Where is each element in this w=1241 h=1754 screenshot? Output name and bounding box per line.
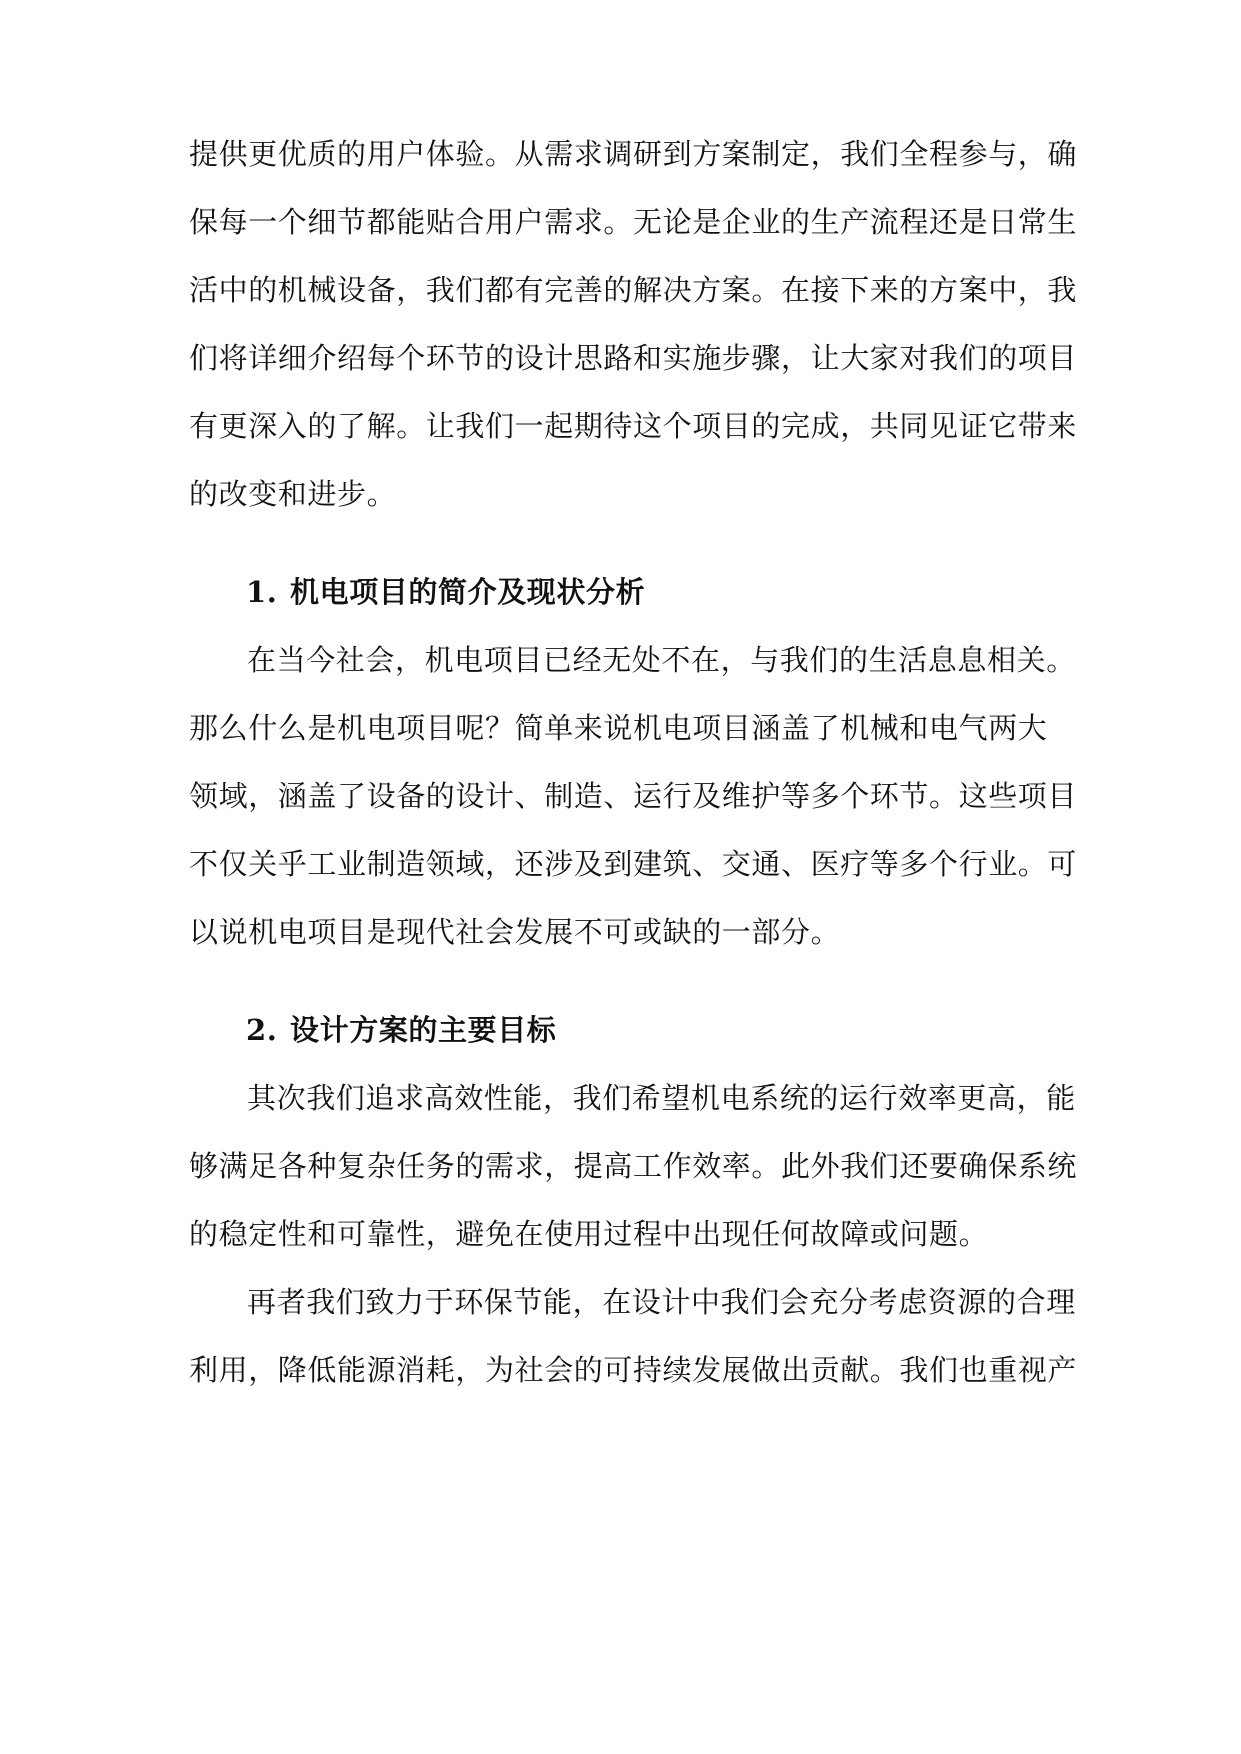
section-1-number: 1. <box>246 575 278 609</box>
section-2-p1-line-2: 够满足各种复杂任务的需求，提高工作效率。此外我们还要确保系统 <box>189 1149 1078 1183</box>
section-1-line-2: 那么什么是机电项目呢？简单来说机电项目涵盖了机械和电气两大 <box>189 711 1048 745</box>
intro-line-4: 们将详细介绍每个环节的设计思路和实施步骤，让大家对我们的项目 <box>189 341 1078 375</box>
section-1-line-5: 以说机电项目是现代社会发展不可或缺的一部分。 <box>189 915 841 949</box>
section-2-title: 设计方案的主要目标 <box>290 1013 557 1047</box>
section-2-heading <box>246 1012 556 1048</box>
section-2-p1-line-3: 的稳定性和可靠性，避免在使用过程中出现任何故障或问题。 <box>189 1217 989 1251</box>
section-1-line-1: 在当今社会，机电项目已经无处不在，与我们的生活息息相关。 <box>247 643 1076 677</box>
section-1-title: 机电项目的简介及现状分析 <box>290 575 646 609</box>
intro-line-6: 的改变和进步。 <box>189 477 397 511</box>
section-2-p1-line-1: 其次我们追求高效性能，我们希望机电系统的运行效率更高，能 <box>247 1081 1076 1115</box>
section-2-number: 2. <box>246 1013 278 1047</box>
intro-line-1: 提供更优质的用户体验。从需求调研到方案制定，我们全程参与，确 <box>189 137 1078 171</box>
section-2-p2-line-1: 再者我们致力于环保节能，在设计中我们会充分考虑资源的合理 <box>247 1285 1076 1319</box>
intro-line-5: 有更深入的了解。让我们一起期待这个项目的完成，共同见证它带来 <box>189 409 1078 443</box>
section-1-line-3: 领域，涵盖了设备的设计、制造、运行及维护等多个环节。这些项目 <box>189 779 1078 813</box>
section-1-heading <box>246 574 645 610</box>
intro-line-3: 活中的机械设备，我们都有完善的解决方案。在接下来的方案中，我 <box>189 273 1078 307</box>
section-2-p2-line-2: 利用，降低能源消耗，为社会的可持续发展做出贡献。我们也重视产 <box>189 1353 1078 1387</box>
section-1-line-4: 不仅关乎工业制造领域，还涉及到建筑、交通、医疗等多个行业。可 <box>189 847 1078 881</box>
intro-line-2: 保每一个细节都能贴合用户需求。无论是企业的生产流程还是日常生 <box>189 205 1078 239</box>
